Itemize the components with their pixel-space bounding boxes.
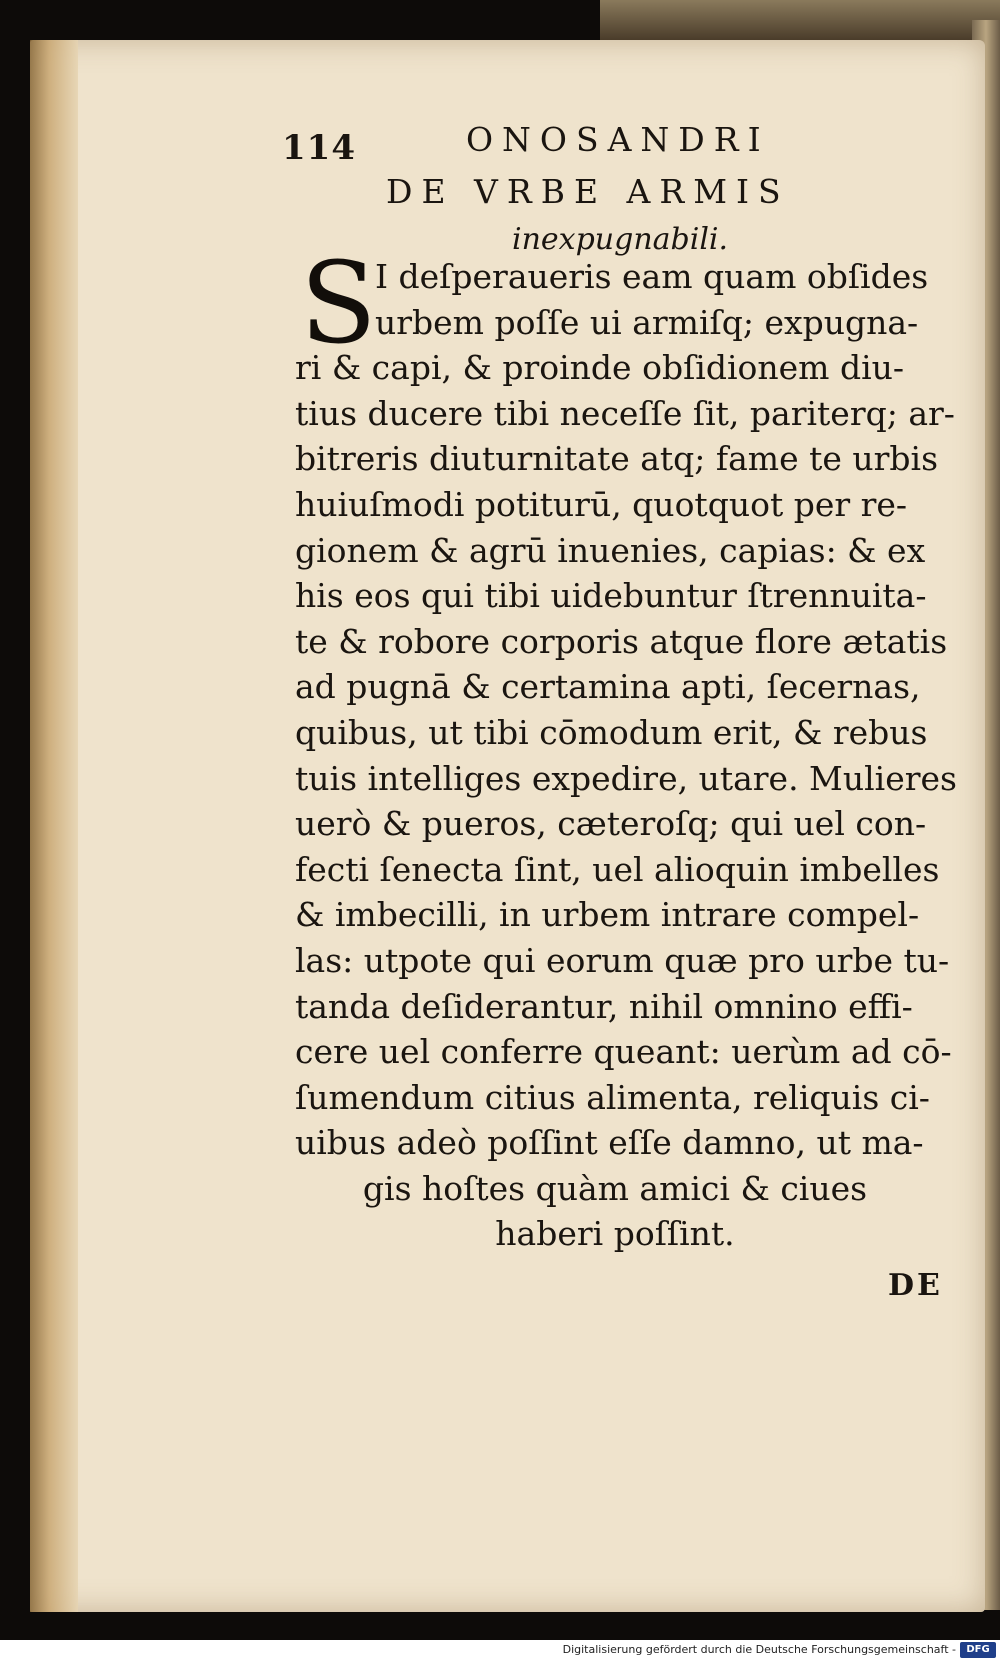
page-number: 114 [282,128,356,168]
text-line: & imbecilli, in urbem intrare compel- [295,895,920,935]
text-line: urbem poſſe ui armiſq; expugna- [375,302,919,342]
book-edge-top [600,0,1000,40]
text-line: huiuſmodi potiturū, quotquot per re- [295,484,908,524]
text-line: uerò & pueros, cæteroſq; qui uel con- [295,804,927,844]
text-line: tanda deſiderantur, nihil omnino effi- [295,986,913,1026]
text-line: gionem & agrū inuenies, capias: & ex [295,530,926,570]
text-line: ſumendum citius alimenta, reliquis ci- [295,1077,930,1117]
text-line: quibus, ut tibi cōmodum erit, & rebus [295,712,928,752]
text-line: gis hoſtes quàm amici & ciues [362,1168,868,1208]
text-line: uibus adeò poſſint eſſe damno, ut ma- [295,1123,924,1163]
text-line: ri & capi, & proinde obſidionem diu- [295,348,905,388]
text-line: bitreris diuturnitate atq; fame te urbis [295,439,939,479]
text-line: ad pugnā & certamina apti, ſecernas, [295,667,921,707]
footer-bar [0,1640,1000,1664]
running-head: ONOSANDRI [466,120,770,159]
drop-cap-initial: S [300,239,377,369]
text-line: tuis intelliges expedire, utare. Mulieres [295,758,957,798]
text-line: I deſperaueris eam quam obſides [375,257,929,296]
page-spine-shadow [30,40,78,1612]
text-line: his eos qui tibi uidebuntur ſtrennuita- [295,576,927,616]
section-subheading: inexpugnabili. [512,222,729,257]
section-heading: DE VRBE ARMIS [386,172,790,211]
text-line: te & robore corporis atque flore ætatis [295,621,948,661]
text-line: cere uel conferre queant: uerùm ad cō- [295,1032,952,1072]
body-text [295,254,955,1257]
text-line: las: utpote qui eorum quæ pro urbe tu- [295,940,950,980]
text-line: tius ducere tibi neceſſe ſit, pariterq; ar- [295,393,955,433]
footer-credit: Digitalisierung gefördert durch die Deutsche Forschungsgemeinschaft - [562,1643,956,1656]
dfg-logo: DFG [960,1642,996,1658]
text-line: haberi poſſint. [495,1214,735,1254]
text-line: fecti ſenecta ſint, uel alioquin imbelles [295,849,940,889]
catchword: DE [888,1268,943,1303]
